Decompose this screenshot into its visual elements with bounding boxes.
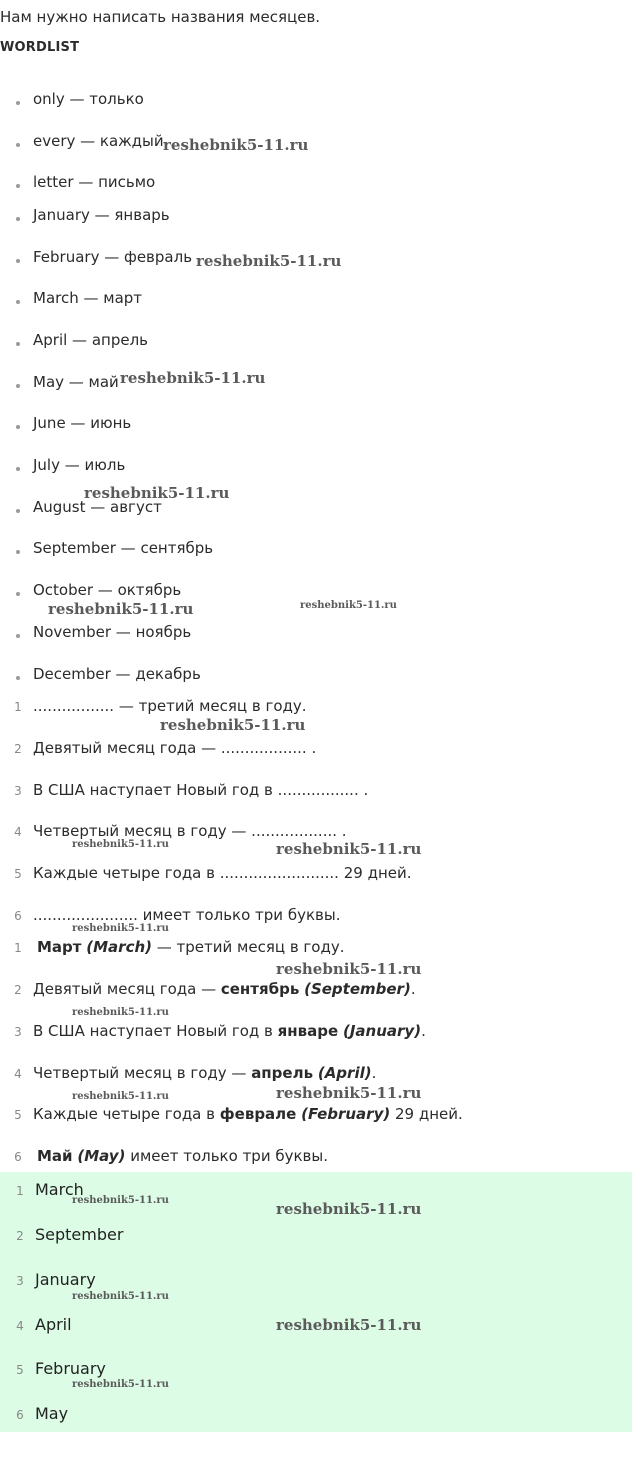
bullet-icon xyxy=(16,184,20,188)
watermark: reshebnik5-11.ru xyxy=(276,1200,422,1218)
watermark: reshebnik5-11.ru xyxy=(160,716,306,734)
bullet-icon xyxy=(16,634,20,638)
watermark: reshebnik5-11.ru xyxy=(276,1084,422,1102)
watermark: reshebnik5-11.ru xyxy=(48,600,194,618)
watermark: reshebnik5-11.ru xyxy=(72,1091,169,1102)
watermark: reshebnik5-11.ru xyxy=(72,923,169,934)
bullet-icon xyxy=(16,467,20,471)
intro-text: Нам нужно написать названия месяцев. xyxy=(0,8,321,26)
watermark: reshebnik5-11.ru xyxy=(276,840,422,858)
bullet-icon xyxy=(16,550,20,554)
watermark: reshebnik5-11.ru xyxy=(72,1195,169,1206)
watermark: reshebnik5-11.ru xyxy=(72,839,169,850)
watermark: reshebnik5-11.ru xyxy=(300,600,397,611)
bullet-icon xyxy=(16,101,20,105)
watermark: reshebnik5-11.ru xyxy=(72,1007,169,1018)
watermark: reshebnik5-11.ru xyxy=(163,136,309,154)
bullet-icon xyxy=(16,509,20,513)
watermark: reshebnik5-11.ru xyxy=(72,1291,169,1302)
watermark: reshebnik5-11.ru xyxy=(72,1379,169,1390)
bullet-icon xyxy=(16,676,20,680)
bullet-icon xyxy=(16,592,20,596)
bullet-icon xyxy=(16,384,20,388)
bullet-icon xyxy=(16,425,20,429)
watermark: reshebnik5-11.ru xyxy=(84,484,230,502)
watermark: reshebnik5-11.ru xyxy=(276,1316,422,1334)
watermark: reshebnik5-11.ru xyxy=(120,369,266,387)
watermark: reshebnik5-11.ru xyxy=(276,960,422,978)
watermark: reshebnik5-11.ru xyxy=(196,252,342,270)
bullet-icon xyxy=(16,143,20,147)
bullet-icon xyxy=(16,342,20,346)
bullet-icon xyxy=(16,217,20,221)
bullet-icon xyxy=(16,300,20,304)
wordlist-title: WORDLIST xyxy=(0,40,80,55)
bullet-icon xyxy=(16,259,20,263)
